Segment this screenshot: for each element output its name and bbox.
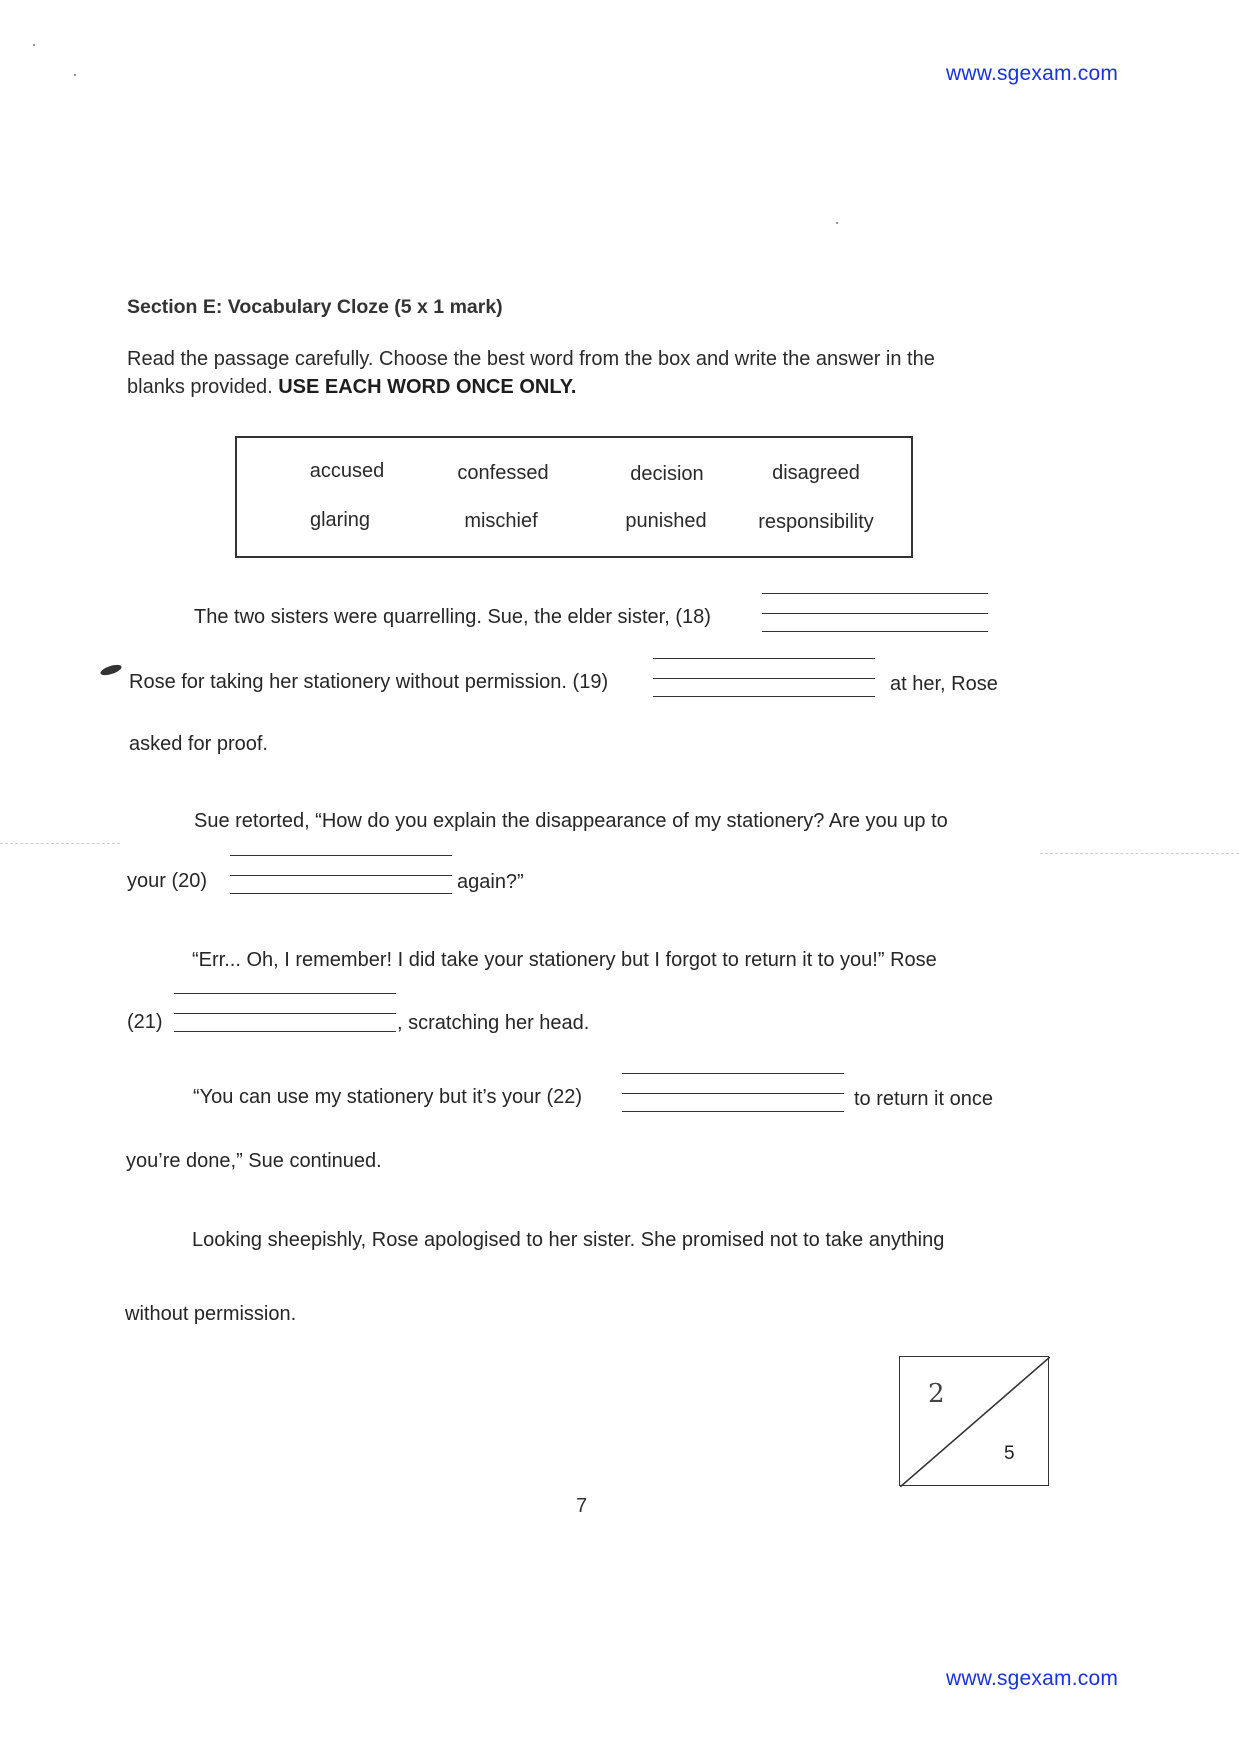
scan-speck (836, 222, 838, 224)
instruction-line-2 (127, 376, 576, 399)
passage-line: again?” (457, 871, 524, 893)
passage-line: at her, Rose (890, 673, 998, 695)
passage-line: “You can use my stationery but it’s your (22) (193, 1086, 583, 1108)
watermark-top[interactable]: www.sgexam.com (946, 62, 1119, 85)
passage-line: Looking sheepishly, Rose apologised to her sister. She promised not to take anything (192, 1229, 945, 1251)
passage-line: your (20) (127, 870, 208, 892)
word-option: accused (309, 460, 385, 482)
watermark-bottom[interactable]: www.sgexam.com (946, 1667, 1119, 1690)
word-option: confessed (457, 462, 549, 484)
scan-artifact-line (0, 843, 120, 844)
passage-line: Sue retorted, “How do you explain the disappearance of my stationery? Are you up to (194, 810, 948, 832)
section-title: Section E: Vocabulary Cloze (5 x 1 mark) (127, 296, 503, 318)
word-option: glaring (309, 509, 371, 531)
score-obtained: 2 (928, 1379, 945, 1409)
instruction-emphasis: USE EACH WORD ONCE ONLY. (278, 376, 577, 398)
word-option: punished (625, 510, 707, 532)
word-bank-box (235, 436, 913, 558)
passage-line: Rose for taking her stationery without permission. (19) (129, 671, 609, 693)
score-total: 5 (1004, 1443, 1015, 1464)
passage-line: without permission. (125, 1303, 297, 1325)
scan-artifact-line (1040, 853, 1239, 854)
instruction-line-1: Read the passage carefully. Choose the best word from the box and write the answer in the (127, 348, 935, 370)
instruction-text: blanks provided. (127, 376, 279, 398)
score-box (899, 1356, 1049, 1486)
page-number: 7 (576, 1495, 588, 1517)
passage-line: (21) (127, 1011, 163, 1033)
score-box-diagonal (900, 1357, 1050, 1487)
word-option: decision (630, 463, 704, 485)
ink-smudge (99, 663, 122, 677)
passage-line: , scratching her head. (397, 1012, 590, 1034)
word-option: responsibility (758, 511, 874, 533)
passage-line: asked for proof. (129, 733, 268, 755)
passage-line: to return it once (854, 1088, 993, 1110)
word-option: mischief (464, 510, 538, 532)
passage-line: The two sisters were quarrelling. Sue, the elder sister, (18) (194, 606, 711, 628)
passage-line: you’re done,” Sue continued. (126, 1150, 382, 1172)
word-option: disagreed (772, 462, 860, 484)
passage-line: “Err... Oh, I remember! I did take your stationery but I forgot to return it to you!” Rose (192, 949, 937, 971)
scan-speck (33, 44, 35, 46)
scan-speck (74, 74, 76, 76)
